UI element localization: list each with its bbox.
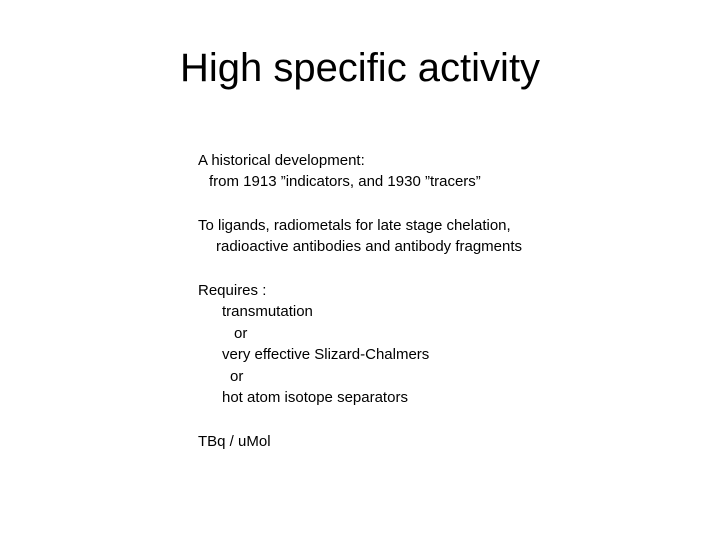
body-line-isotope-separators: hot atom isotope separators (222, 389, 408, 406)
slide-title: High specific activity (179, 46, 541, 90)
body-line-antibodies: radioactive antibodies and antibody fragments (216, 238, 523, 255)
body-line-transmutation: transmutation (222, 303, 313, 320)
body-line-or-1: or (234, 325, 248, 342)
body-line-historical-development: A historical development: (198, 152, 365, 169)
body-line-or-2: or (230, 368, 244, 385)
body-line-szilard-chalmers: very effective Slizard-Chalmers (222, 346, 430, 363)
body-line-ligands: To ligands, radiometals for late stage chelation, (198, 217, 511, 234)
body-line-indicators-tracers: from 1913 ”indicators, and 1930 ”tracers” (209, 173, 481, 190)
body-line-tbq-umol: TBq / uMol (198, 433, 271, 450)
body-line-requires: Requires : (198, 282, 267, 299)
